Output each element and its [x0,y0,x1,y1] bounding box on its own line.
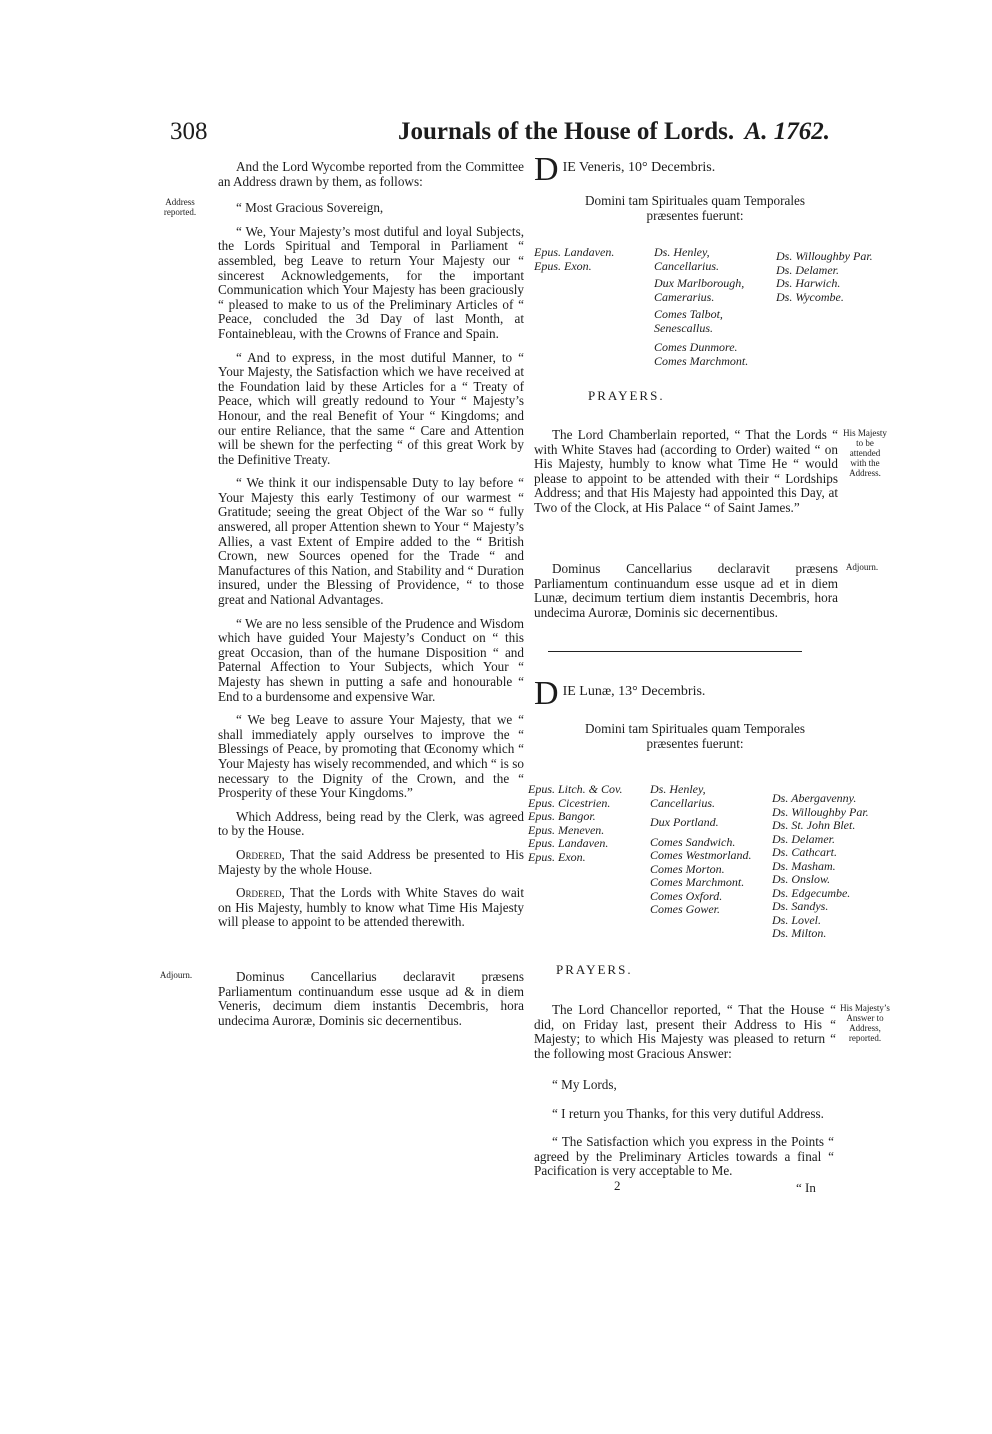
present-bishops [534,246,644,273]
ordered-text: That the said Address be presented to His Majesty by the whole House. [218,846,524,877]
answer-salutation: “ My Lords, [552,1077,617,1092]
address-paragraph-4: “ We are no less sensible of the Prudence and Wisdom which have guided Your Majesty’s Conduct on “ this great Occasion, than of the humane Disposition “ and Paternal Affection to Your Subjects, which Your “ Majesty has shewn in putting a safe and honourable “ End to a burdensome and expensive War. [218,615,524,704]
lord-name: Ds. Delamer. [772,831,835,846]
lord-name: Ds. Lovel. [772,912,821,927]
day-heading-monday [534,675,834,712]
ordered-paragraph-1 [218,848,524,877]
lord-name: Ds. Abergavenny. [772,791,857,805]
drop-cap: D [534,675,559,712]
lord-name: Epus. Litch. & Cov. [528,782,623,796]
lord-name: Epus. Landaven. [528,836,609,850]
address-paragraph-5: “ We beg Leave to assure Your Majesty, that we “ shall immediately apply ourselves to improve the “ Blessings of Peace, by promoting that Œconomy which “ Your Majesty has wisely recommended, and which “ is so necessary to the Dignity of the Crown, and the “ Prosperity of these Your Kingdoms.” [218,712,524,801]
salutation: “ Most Gracious Sovereign, [236,200,384,216]
lord-name: Ds. Sandys. [772,899,829,913]
running-header [170,118,830,158]
margin-note-attended: His Majesty to be attended with the Address. [843,428,887,478]
page-number: 308 [170,118,208,145]
signature-mark: 2 [614,1178,621,1193]
margin-note-answer: His Majesty’s Answer to Address, reported. [840,1003,890,1043]
lord-name: Ds. Wycombe. [776,289,844,304]
lord-name: Epus. Exon. [534,258,592,273]
section-rule [548,651,802,652]
year: A. 1762. [744,118,830,145]
present-officers [654,246,766,368]
day-title: IE Lunæ, 13° Decembris. [562,684,706,699]
margin-note-adjourn: Adjourn. [845,562,879,572]
intro-paragraph: And the Lord Wycombe reported from the Committee an Address drawn by them, as follows: [218,159,524,189]
day-title: IE Veneris, 10° Decembris. [562,160,716,175]
lord-name: Epus. Cicestrien. [528,795,611,810]
lord-name: Ds. Onslow. [772,872,831,886]
lord-name: Epus. Meneven. [528,822,605,837]
prayers-heading: PRAYERS. [588,388,665,403]
lord-name: Ds. Masham. [772,858,836,873]
answer-thanks: “ I return you Thanks, for this very dutiful Address. [552,1105,824,1121]
present-heading: Domini tam Spirituales quam Temporales præsentes fuerunt: [584,721,806,751]
address-paragraph-3: “ We think it our indispensable Duty to lay before “ Your Majesty this early Testimony of our warmest “ Gratitude; seeing the great Object of the War so “ fully answered, all proper Attention shewn to Your “ Majesty’s Allies, a vast Extent of Empire added to the “ British Crown, new Sources opened for the Trade “ and Manufactures of this Nation, and Stability and “ Duration insured, under the Blessing of Providence, “ to those great and National Advantages. [218,475,524,608]
present-barons [772,792,888,941]
prayers-heading: PRAYERS. [556,962,633,977]
drop-cap: D [534,151,559,188]
left-column [218,160,524,939]
ordered-label: Ordered, [236,846,285,862]
journal-title: Journals of the House of Lords. [398,118,735,145]
lord-name: Ds. Delamer. [776,262,839,277]
lord-name: Epus. Landaven. [534,245,615,259]
margin-note-address-reported: Address reported. [163,197,197,217]
lord-name: Comes Oxford. [650,888,723,903]
lord-name: Dux Marlborough, Camerarius. [654,276,745,304]
lord-name: Comes Morton. [650,861,725,876]
present-officers [650,783,768,917]
present-bishops [528,783,646,864]
lord-name: Epus. Exon. [528,849,586,864]
lord-name: Ds. Willoughby Par. [776,249,873,263]
lord-name: Ds. Harwich. [776,276,841,290]
lord-name: Ds. Milton. [772,926,827,940]
lord-name: Comes Marchmont. [650,875,745,889]
adjourn-block-right [534,562,838,629]
chamberlain-paragraph: The Lord Chamberlain reported, “ That the Lords “ with White Staves had (according to Order) waited “ on His Majesty, humbly to know what Time He “ would please to appoint to be attended with their “ Lordships Address; and that His Majesty had appointed this Day, at Two of the Clock, at His Palace “ of Saint James.” [534,427,838,515]
lord-name: Comes Westmorland. [650,848,752,862]
adjourn-paragraph: Dominus Cancellarius declaravit præsens Parliamentum continuandum esse usque ad et in diem Lunæ, decimum tertium diem instantis Decembris, hora undecima Auroræ, Dominis sic decernentibus. [534,561,838,620]
ordered-paragraph-2 [218,886,524,930]
chamberlain-report [534,428,838,525]
chancellor-paragraph: The Lord Chancellor reported, “ That the House “ did, on Friday last, present their Address to His “ Majesty; to which His Majesty was pleased to return “ the following most Gracious Answer: [534,1002,836,1061]
day-heading-friday [534,151,834,188]
margin-note-adjourn: Adjourn. [159,970,193,980]
kings-answer [534,1078,834,1188]
lord-name: Ds. St. John Blet. [772,818,856,832]
lord-name: Comes Talbot, Senescallus. [654,307,723,335]
chancellor-report [534,1003,836,1070]
lord-name: Ds. Willoughby Par. [772,804,869,819]
present-barons [776,250,882,304]
catchword: “ In [796,1180,816,1195]
address-paragraph-2: “ And to express, in the most dutiful Manner, to “ Your Majesty, the Satisfaction which we have received at the Foundation laid by these Articles for a “ Treaty of Peace, which will greatly redound to Your “ Majesty’s Honour, and the real Benefit of Your “ Kingdoms; and our entire Reliance, that the same “ Care and Attention will be shewn for the perfecting “ of this great Work by the Definitive Treaty. [218,349,524,467]
ordered-label: Ordered, [236,885,285,901]
left-adjourn-block [218,970,524,1037]
lord-name: Ds. Henley, Cancellarius. [654,245,719,273]
lord-name: Comes Dunmore. [654,340,738,354]
lord-name: Dux Portland. [650,815,719,829]
lord-name: Ds. Cathcart. [772,845,838,859]
answer-satisfaction: “ The Satisfaction which you express in the Points “ agreed by the Preliminary Articles towards a final “ Pacification is very acceptable to Me. [534,1134,834,1179]
lord-name: Epus. Bangor. [528,809,596,823]
lord-name: Ds. Henley, Cancellarius. [650,782,715,810]
lord-name: Comes Gower. [650,902,721,916]
adjourn-paragraph: Dominus Cancellarius declaravit præsens Parliamentum continuandum esse usque ad & in diem Veneris, decimum diem instantis Decembris, hora undecima Auroræ, Dominis sic decernentibus. [218,969,524,1028]
lord-name: Comes Marchmont. [654,353,749,368]
address-paragraph-1: “ We, Your Majesty’s most dutiful and loyal Subjects, the Lords Spiritual and Temporal in Parliament “ assembled, beg Leave to return Your Majesty our “ sincerest Acknowledgements, for the important Communication which Your Majesty has been graciously “ pleased to make to us of the Preliminary Articles of “ Peace, concluded the 3d Day of last Month, at Fontainebleau, with the Crowns of France and Spain. [218,223,524,341]
agreed-paragraph: Which Address, being read by the Clerk, was agreed to by the House. [218,808,524,839]
lord-name: Comes Sandwich. [650,834,736,849]
present-heading: Domini tam Spirituales quam Temporales præsentes fuerunt: [584,193,806,223]
lord-name: Ds. Edgecumbe. [772,885,851,900]
ordered-text: That the Lords with White Staves do wait on His Majesty, humbly to know what Time His Majesty will please to appoint to be attended therewith. [218,885,524,930]
